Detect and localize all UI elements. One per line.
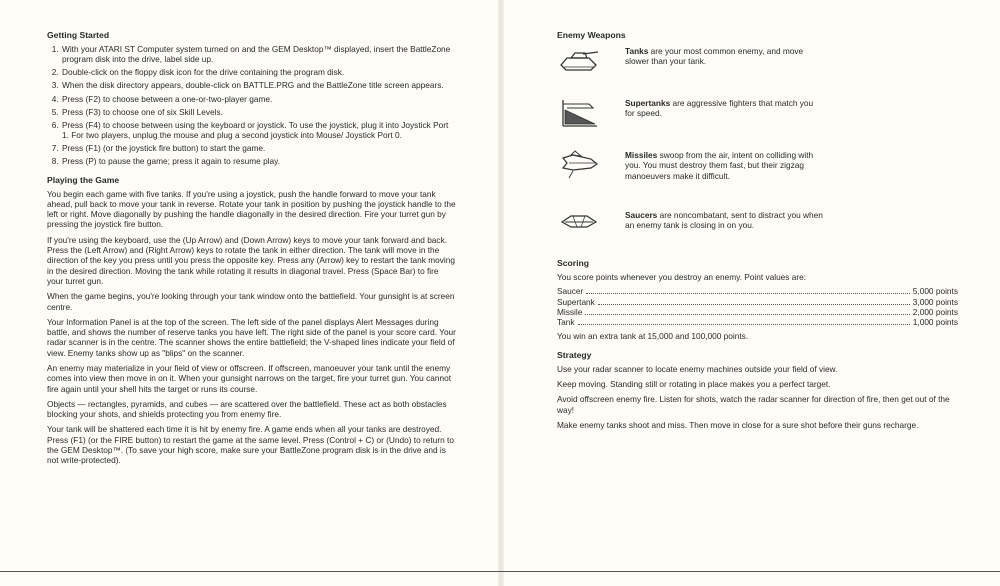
score-enemy-name: Supertank [557,296,595,307]
dot-leader [586,286,909,294]
enemy-desc: are noncombatant, sent to distract you when an enemy tank is closing in on you. [625,210,823,231]
playing-paragraph: Your Information Panel is at the top of the screen. The left side of the panel displays Alert Messages during battle, and shows the number of reserve tanks you have left. The right side of the panel is your score card. Your radar scanner is in the centre. The scanner shows the entire battlefield; the V-shaped lines indicate your field of view. Enemy tanks show up as "blips" on the scanner. [47,316,456,358]
strategy-paragraph: Avoid offscreen enemy fire. Listen for shots, watch the radar scanner for direction of fire, then get out of the way! [557,394,950,415]
score-row [557,317,958,327]
score-points: 3,000 points [912,296,958,307]
step-item: 8. Press (P) to pause the game; press it again to resume play. [61,156,456,166]
enemy-item-supertank [557,98,958,150]
getting-started-steps [47,44,456,167]
enemy-item-tank [557,46,958,98]
enemy-item-saucer [557,210,958,256]
step-item: 1. With your ATARI ST Computer system turned on and the GEM Desktop™ displayed, insert the BattleZone program disk into the drive, label side up. [61,44,456,65]
score-points: 1,000 points [912,317,958,328]
strategy-heading: Strategy [557,349,592,360]
saucer-icon [559,210,599,240]
score-enemy-name: Missile [557,306,583,317]
playing-paragraphs [47,189,456,466]
score-row [557,307,958,317]
enemy-name: Missiles [625,150,658,160]
scoring-heading: Scoring [557,258,589,268]
strategy-paragraph: Use your radar scanner to locate enemy machines outside your field of view. [557,363,838,374]
enemy-name: Tanks [625,46,649,56]
strategy-paragraph: Make enemy tanks shoot and miss. Then move in close for a sure shot before their guns recharge. [557,419,919,430]
scoring-intro: You score points whenever you destroy an enemy. Point values are: [557,272,807,282]
step-item: 5. Press (F3) to choose one of six Skill Levels. [61,107,456,117]
enemy-name: Supertanks [625,98,671,108]
playing-paragraph: When the game begins, you're looking through your tank window onto the battlefield. Your gunsight is at screen centre. [47,291,455,312]
step-item: 2. Double-click on the floppy disk icon for the drive containing the program disk. [61,67,456,77]
right-page [500,0,1000,586]
dot-leader [578,317,910,325]
score-points: 2,000 points [912,306,958,317]
dot-leader [598,297,910,305]
supertank-icon [559,98,599,128]
step-item: 7. Press (F1) (or the joystick fire button) to start the game. [61,143,456,153]
step-item: 3. When the disk directory appears, double-click on BATTLE.PRG and the BattleZone title screen appears. [61,80,456,90]
enemy-name: Saucers [625,210,658,220]
score-row [557,297,958,307]
strategy-paragraph: Keep moving. Standing still or rotating in place makes you a perfect target. [557,379,831,390]
dot-leader [585,307,909,315]
score-enemy-name: Tank [557,317,575,328]
playing-heading: Playing the Game [47,174,120,185]
strategy-paragraphs [557,364,958,430]
enemy-item-missile [557,150,958,210]
scoring-table [557,286,958,327]
enemy-desc: swoop from the air, intent on colliding with you. You must destroy them fast, but their zigzag manoeuvers make it difficult. [625,150,814,181]
score-row [557,286,958,296]
tank-icon [559,46,599,76]
missile-icon [559,150,599,180]
step-item: 6. Press (F4) to choose between using the keyboard or joystick. To use the joystick, plug it into Joystick Port 1. For two players, unplug the mouse and plug a second joystick into Mouse/ Joystick Port 0. [61,120,456,141]
enemy-desc: are aggressive fighters that match you for speed. [625,98,814,119]
playing-paragraph: An enemy may materialize in your field of view or offscreen. If offscreen, manoeuver your tank until the enemy comes into view then move in on it. When your gunsight narrows on the target, fire your turret gun. You cannot fire again until your shell hits the target or runs its course. [47,363,452,394]
enemy-weapons-heading: Enemy Weapons [557,30,626,40]
step-item: 4. Press (F2) to choose between a one-or-two-player game. [61,94,456,104]
playing-paragraph: Objects — rectangles, pyramids, and cubes — are scattered over the battlefield. These act as both obstacles blocking your shots, and shields protecting you from enemy fire. [47,398,447,420]
scoring-extra: You win an extra tank at 15,000 and 100,000 points. [557,331,749,342]
score-enemy-name: Saucer [557,286,584,297]
enemy-desc: are your most common enemy, and move slower than your tank. [625,46,804,67]
getting-started-heading: Getting Started [47,30,110,40]
playing-paragraph: You begin each game with five tanks. If you're using a joystick, push the handle forward to move your tank ahead, pull back to move your tank in reverse. Rotate your tank in position by pushing the joystick handle to the left or right. Move diagonally by pushing the handle diagonally in the desired direction. Fire your turret gun by pressing the joystick fire button. [47,188,456,230]
score-points: 5,000 points [912,286,958,297]
playing-paragraph: Your tank will be shattered each time it is hit by enemy fire. A game ends when all your tanks are destroyed. Press (F1) (or the FIRE button) to restart the game at the same level. Press (Control + C) or (Undo) to return to the GEM Desktop™. (To save your high score, make sure your BattleZone program disk is in the drive and is not write-protected). [47,424,454,466]
playing-paragraph: If you're using the keyboard, use the (Up Arrow) and (Down Arrow) keys to move your tank forward and back. Press the (Left Arrow) and (Right Arrow) keys to rotate the tank in either direction. The tank will move in the direction of the key you press until you press the opposite key. Press any (Arrow) key to restart the tank moving in the desired direction. Moving the tank while rotating it results in diagonal travel. Press (Space Bar) to fire your turret gun. [47,234,455,286]
